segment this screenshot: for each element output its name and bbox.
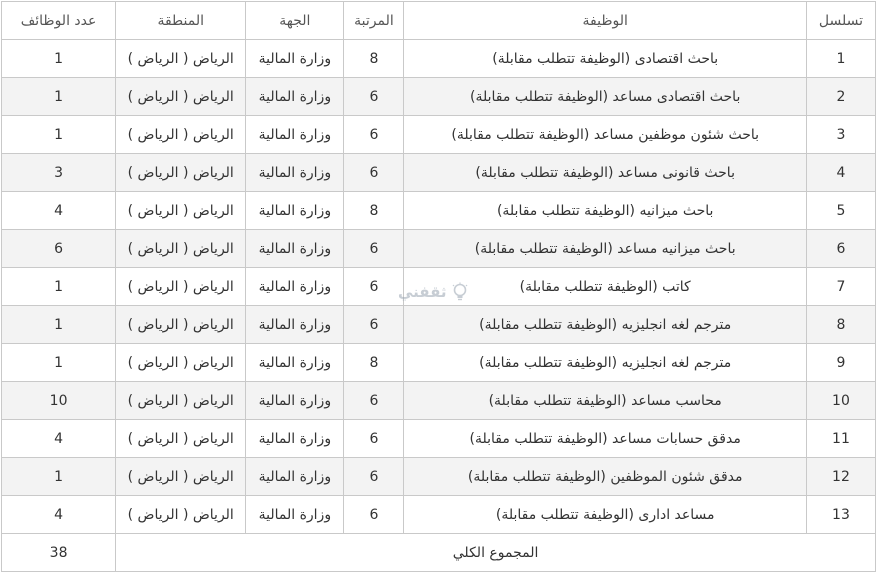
cell-region: الرياض ( الرياض ) — [116, 154, 246, 192]
cell-seq: 13 — [806, 496, 875, 534]
cell-title: باحث اقتصادى (الوظيفة تتطلب مقابلة) — [404, 40, 806, 78]
header-count: عدد الوظائف — [2, 2, 116, 40]
cell-grade: 6 — [344, 78, 404, 116]
cell-region: الرياض ( الرياض ) — [116, 268, 246, 306]
cell-region: الرياض ( الرياض ) — [116, 40, 246, 78]
cell-grade: 8 — [344, 40, 404, 78]
cell-title: مدقق شئون الموظفين (الوظيفة تتطلب مقابلة) — [404, 458, 806, 496]
cell-grade: 8 — [344, 192, 404, 230]
cell-agency: وزارة المالية — [246, 192, 344, 230]
table-row — [2, 382, 876, 420]
table-row — [2, 344, 876, 382]
cell-seq: 7 — [806, 268, 875, 306]
cell-region: الرياض ( الرياض ) — [116, 496, 246, 534]
cell-agency: وزارة المالية — [246, 382, 344, 420]
cell-count: 4 — [2, 420, 116, 458]
cell-grade: 6 — [344, 496, 404, 534]
cell-grade: 6 — [344, 154, 404, 192]
watermark — [398, 282, 470, 302]
cell-region: الرياض ( الرياض ) — [116, 78, 246, 116]
cell-title: مدقق حسابات مساعد (الوظيفة تتطلب مقابلة) — [404, 420, 806, 458]
table-footer-row — [2, 534, 876, 572]
table-row — [2, 192, 876, 230]
cell-seq: 5 — [806, 192, 875, 230]
table-row — [2, 306, 876, 344]
cell-count: 1 — [2, 116, 116, 154]
cell-grade: 6 — [344, 268, 404, 306]
cell-agency: وزارة المالية — [246, 230, 344, 268]
table-row — [2, 496, 876, 534]
cell-grade: 8 — [344, 344, 404, 382]
cell-seq: 9 — [806, 344, 875, 382]
cell-title: محاسب مساعد (الوظيفة تتطلب مقابلة) — [404, 382, 806, 420]
header-title: الوظيفة — [404, 2, 806, 40]
table-row — [2, 116, 876, 154]
cell-seq: 12 — [806, 458, 875, 496]
footer-label: المجموع الكلي — [116, 534, 876, 572]
cell-title: باحث اقتصادى مساعد (الوظيفة تتطلب مقابلة) — [404, 78, 806, 116]
cell-seq: 2 — [806, 78, 875, 116]
cell-seq: 11 — [806, 420, 875, 458]
cell-count: 1 — [2, 344, 116, 382]
lightbulb-icon — [450, 282, 470, 302]
header-seq: تسلسل — [806, 2, 875, 40]
cell-agency: وزارة المالية — [246, 420, 344, 458]
cell-title: باحث ميزانيه (الوظيفة تتطلب مقابلة) — [404, 192, 806, 230]
cell-agency: وزارة المالية — [246, 268, 344, 306]
cell-seq: 8 — [806, 306, 875, 344]
cell-agency: وزارة المالية — [246, 78, 344, 116]
header-agency: الجهة — [246, 2, 344, 40]
cell-count: 1 — [2, 78, 116, 116]
cell-agency: وزارة المالية — [246, 496, 344, 534]
cell-region: الرياض ( الرياض ) — [116, 458, 246, 496]
cell-grade: 6 — [344, 420, 404, 458]
cell-count: 1 — [2, 40, 116, 78]
cell-seq: 4 — [806, 154, 875, 192]
watermark-text: ثقفني — [398, 283, 447, 301]
cell-grade: 6 — [344, 306, 404, 344]
cell-agency: وزارة المالية — [246, 458, 344, 496]
header-grade: المرتبة — [344, 2, 404, 40]
cell-title: باحث شئون موظفين مساعد (الوظيفة تتطلب مقابلة) — [404, 116, 806, 154]
cell-agency: وزارة المالية — [246, 344, 344, 382]
cell-seq: 1 — [806, 40, 875, 78]
cell-title: مساعد ادارى (الوظيفة تتطلب مقابلة) — [404, 496, 806, 534]
cell-count: 4 — [2, 192, 116, 230]
header-region: المنطقة — [116, 2, 246, 40]
cell-region: الرياض ( الرياض ) — [116, 382, 246, 420]
footer-total: 38 — [2, 534, 116, 572]
cell-count: 4 — [2, 496, 116, 534]
table-row — [2, 420, 876, 458]
page — [0, 1, 877, 587]
table-row — [2, 230, 876, 268]
cell-count: 1 — [2, 268, 116, 306]
cell-count: 1 — [2, 306, 116, 344]
table-row — [2, 154, 876, 192]
cell-grade: 6 — [344, 458, 404, 496]
cell-region: الرياض ( الرياض ) — [116, 116, 246, 154]
cell-count: 3 — [2, 154, 116, 192]
table-header-row — [2, 2, 876, 40]
cell-count: 1 — [2, 458, 116, 496]
cell-title: باحث قانونى مساعد (الوظيفة تتطلب مقابلة) — [404, 154, 806, 192]
cell-grade: 6 — [344, 230, 404, 268]
cell-agency: وزارة المالية — [246, 306, 344, 344]
table-row — [2, 40, 876, 78]
cell-grade: 6 — [344, 116, 404, 154]
cell-agency: وزارة المالية — [246, 40, 344, 78]
cell-seq: 10 — [806, 382, 875, 420]
cell-region: الرياض ( الرياض ) — [116, 420, 246, 458]
table-row — [2, 78, 876, 116]
cell-count: 6 — [2, 230, 116, 268]
cell-title: مترجم لغه انجليزيه (الوظيفة تتطلب مقابلة) — [404, 344, 806, 382]
cell-region: الرياض ( الرياض ) — [116, 344, 246, 382]
cell-title: مترجم لغه انجليزيه (الوظيفة تتطلب مقابلة) — [404, 306, 806, 344]
cell-title: باحث ميزانيه مساعد (الوظيفة تتطلب مقابلة) — [404, 230, 806, 268]
cell-agency: وزارة المالية — [246, 154, 344, 192]
cell-agency: وزارة المالية — [246, 116, 344, 154]
table-row — [2, 458, 876, 496]
cell-seq: 6 — [806, 230, 875, 268]
cell-region: الرياض ( الرياض ) — [116, 230, 246, 268]
cell-region: الرياض ( الرياض ) — [116, 306, 246, 344]
cell-region: الرياض ( الرياض ) — [116, 192, 246, 230]
cell-count: 10 — [2, 382, 116, 420]
cell-title: كاتب (الوظيفة تتطلب مقابلة) — [404, 268, 806, 306]
cell-seq: 3 — [806, 116, 875, 154]
cell-grade: 6 — [344, 382, 404, 420]
